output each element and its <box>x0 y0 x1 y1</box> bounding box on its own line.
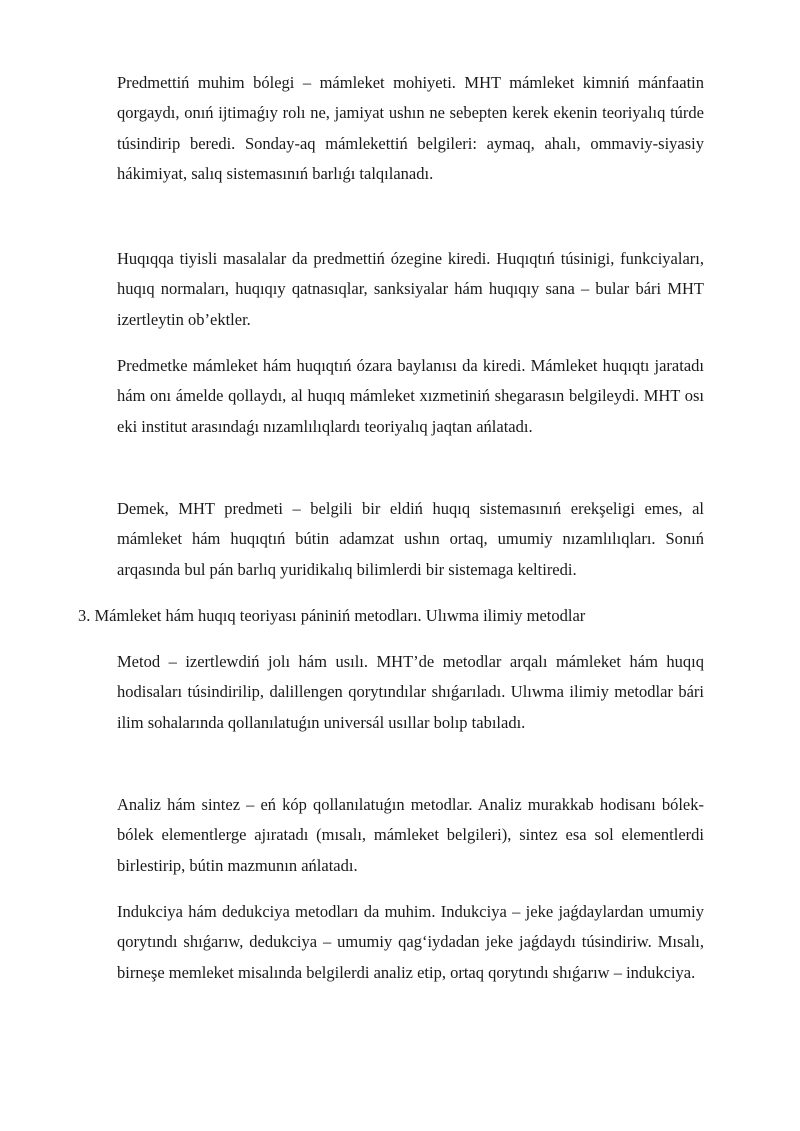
paragraph-method-definition: Metod – izertlewdiń jolı hám usılı. MHT’de metodlar arqalı mámleket hám huqıq hodisaları túsindirilip, dalillengen qorytındılar shıǵarıladı. Ulıwma ilimiy metodlar bári ilim sohalarında qollanılatuǵın universál usıllar bolıp tabıladı. <box>117 652 704 732</box>
paragraph-state-essence: Predmettiń muhim bólegi – mámleket mohiyeti. MHT mámleket kimniń mánfaatin qorgaydı, onıń ijtimaǵıy rolı ne, jamiyat ushın ne sebepten kerek ekenin teoriyalıq túrde túsindirip beredi. Sonday-aq mámlekettiń belgileri: aymaq, ahalı, ommaviy-siyasiy hákimiyat, salıq sistemasınıń barlıǵı talqılanadı. <box>117 73 704 184</box>
section-heading: 3. Mámleket hám huqıq teoriyası pániniń metodları. Ulıwma ilimiy metodlar <box>78 606 586 625</box>
paragraph-analysis-synthesis: Analiz hám sintez – eń kóp qollanılatuǵın metodlar. Analiz murakkab hodisanı bólek-bólek elementlerge ajıratadı (mısalı, mámleket belgileri), sintez esa sol elementlerdi birlestirip, bútin mazmunın ańlatadı. <box>117 795 704 875</box>
paragraph-induction-deduction: Indukciya hám dedukciya metodları da muhim. Indukciya – jeke jaǵdaylardan umumiy qorytındı shıǵarıw, dedukciya – umumiy qag‘iydadan jeke jaǵdaydı túsindiriw. Mısalı, birneşe memleket misalında belgilerdi analiz etip, ortaq qorytındı shıǵarıw – indukciya. <box>117 902 704 982</box>
paragraph-law-issues: Huqıqqa tiyisli masalalar da predmettiń ózegine kiredi. Huqıqtıń túsinigi, funkciyaları, huqıq normaları, huqıqıy qatnasıqlar, sanksiyalar hám huqıqıy sana – bular bári MHT izertleytin ob’ektler. <box>117 249 704 329</box>
paragraph-state-law-relation: Predmetke mámleket hám huqıqtıń ózara baylanısı da kiredi. Mámleket huqıqtı jaratadı hám onı ámelde qollaydı, al huqıq mámleket xızmetiniń shegarasın belgileydi. MHT osı eki institut arasındaǵı nızamlılıqlardı teoriyalıq jaqtan ańlatadı. <box>117 356 704 436</box>
paragraph-subject-conclusion: Demek, MHT predmeti – belgili bir eldiń huqıq sistemasınıń erekşeligi emes, al mámleket hám huqıqtıń bútin adamzat ushın ortaq, umumiy nızamlılıqları. Sonıń arqasında bul pán barlıq yuridikalıq bilimlerdi bir sistemaga keltiredi. <box>117 499 704 579</box>
